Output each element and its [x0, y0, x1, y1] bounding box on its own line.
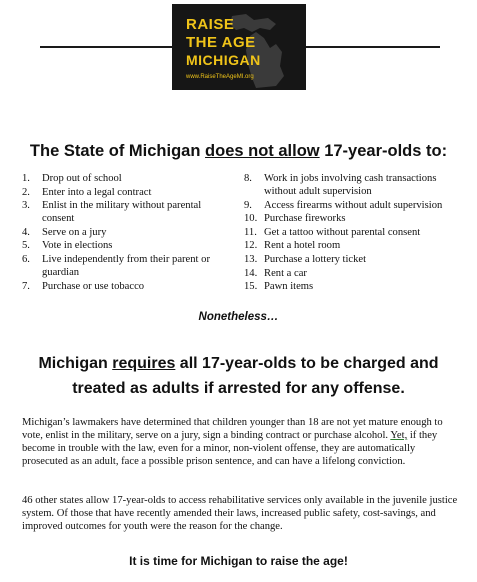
- headline-prefix: The State of Michigan: [29, 142, 206, 160]
- list-number: 8.: [244, 173, 252, 184]
- restrictions-list-left: [22, 172, 234, 293]
- list-number: 11.: [244, 226, 257, 238]
- list-text: Purchase a lottery ticket: [264, 253, 367, 265]
- list-number: 13.: [244, 253, 258, 265]
- paragraph-1-yet: Yet,: [390, 430, 408, 441]
- logo-text-raise: RAISE: [186, 16, 235, 33]
- list-text: Rent a car: [264, 267, 307, 279]
- list-text: Purchase or use tobacco: [42, 280, 145, 292]
- list-text: Serve on a jury: [42, 226, 107, 238]
- logo-url: www.RaiseTheAgeMI.org: [186, 74, 254, 80]
- list-item: [244, 253, 459, 266]
- list-number: 4.: [22, 226, 30, 238]
- list-number: 6.: [22, 253, 30, 265]
- list-item: [244, 280, 459, 293]
- list-item: [244, 239, 459, 252]
- list-text: Enlist in the military without parental consent: [42, 200, 202, 225]
- list-number: 7.: [22, 280, 30, 292]
- logo-divider-right: [306, 46, 440, 48]
- list-item: [22, 253, 234, 279]
- requires-heading-line2: treated as adults if arrested for any offense.: [72, 380, 405, 397]
- list-number: 12.: [244, 240, 258, 252]
- list-item: [244, 226, 459, 239]
- logo-text-michigan: MICHIGAN: [186, 52, 261, 68]
- paragraph-1-part2: if they become in trouble with the law, even for a minor, non-violent offense, they are automatically prosecuted as an adult, face a possible prison sentence, and can have a lifelong conviction.: [22, 430, 438, 467]
- paragraph-1-part1: Michigan’s lawmakers have determined that children younger than 18 are not yet mature enough to vote, enlist in the military, serve on a jury, sign a binding contract or purchase alcohol.: [22, 417, 443, 441]
- list-text: Vote in elections: [42, 240, 113, 252]
- list-number: 9.: [244, 199, 252, 211]
- requires-prefix: Michigan: [38, 355, 113, 372]
- logo-divider-left: [40, 46, 172, 48]
- list-item: [22, 186, 234, 199]
- nonetheless-heading: Nonetheless…: [198, 311, 279, 323]
- list-item: [22, 280, 234, 293]
- requires-emphasis: requires: [112, 355, 176, 372]
- list-number: 2.: [22, 186, 30, 198]
- list-number: 5.: [22, 240, 30, 252]
- list-text: Work in jobs involving cash transactions without adult supervision: [264, 173, 437, 197]
- body-paragraph-1: [22, 416, 462, 468]
- headline-suffix: 17-year-olds to:: [319, 142, 448, 160]
- list-number: 10.: [244, 213, 258, 225]
- list-item: [244, 199, 459, 212]
- list-text: Get a tattoo without parental consent: [264, 226, 421, 238]
- logo-banner: [0, 4, 477, 90]
- body-paragraph-2: 46 other states allow 17-year-olds to access rehabilitative services only available in the juvenile justice system. Of those that have recently amended their laws, increased public safety, cost-savings, and improved outcomes for youth were the reason for the change.: [22, 495, 458, 532]
- list-item: [244, 267, 459, 280]
- requires-suffix: all 17-year-olds to be charged and: [175, 355, 439, 372]
- list-item: [22, 172, 234, 185]
- raise-the-age-logo: [172, 4, 306, 90]
- list-item: [22, 226, 234, 239]
- restrictions-list-right: [244, 172, 459, 294]
- list-number: 3.: [22, 200, 30, 212]
- headline: [0, 142, 477, 161]
- list-item: [244, 172, 459, 198]
- list-text: Enter into a legal contract: [42, 186, 152, 198]
- list-text: Pawn items: [264, 281, 314, 293]
- list-number: 1.: [22, 173, 30, 184]
- list-number: 14.: [244, 267, 258, 279]
- list-text: Access firearms without adult supervision: [264, 199, 443, 211]
- list-item: [244, 212, 459, 225]
- headline-emphasis: does not allow: [205, 142, 320, 160]
- list-text: Drop out of school: [42, 173, 122, 184]
- list-text: Live independently from their parent or guardian: [42, 253, 210, 278]
- list-text: Rent a hotel room: [264, 240, 341, 252]
- list-item: [22, 199, 234, 225]
- list-number: 15.: [244, 281, 258, 293]
- logo-text-the-age: THE AGE: [186, 34, 256, 51]
- requires-heading-line1: [0, 355, 477, 373]
- closing-statement: It is time for Michigan to raise the age!: [129, 554, 348, 568]
- list-item: [22, 239, 234, 252]
- list-text: Purchase fireworks: [264, 213, 346, 225]
